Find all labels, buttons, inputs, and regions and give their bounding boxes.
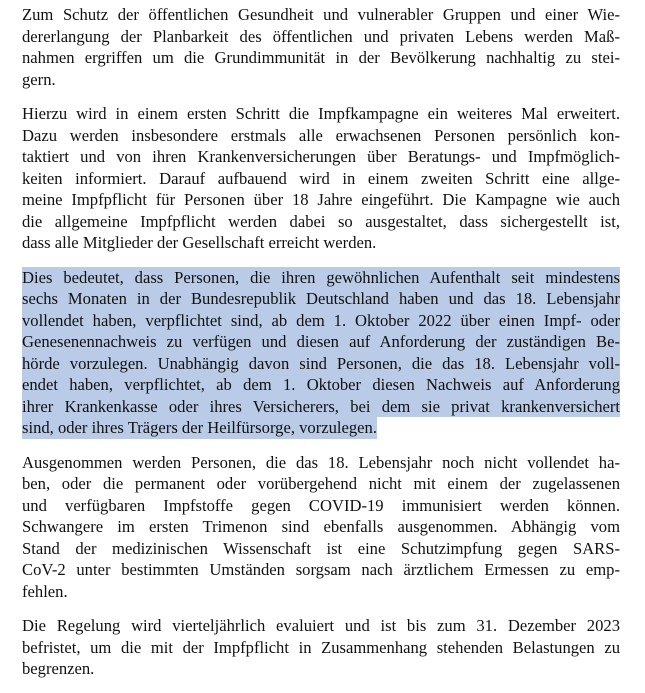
highlighted-text-line[interactable]: endet haben, verpflichtet, ab dem 1. Oktober diesen Nachweis auf Anforderung (22, 375, 620, 394)
highlighted-text-line[interactable]: Dies bedeutet, dass Personen, die ihren gewöhnlichen Aufenthalt seit mindestens (22, 267, 620, 287)
text-line: gern. (22, 69, 56, 89)
paragraph-campaign (22, 103, 620, 254)
highlighted-text-line[interactable]: sechs Monaten in der Bundesrepublik Deutschland haben und das 18. Lebensjahr (22, 289, 620, 308)
text-line: nahmen ergriffen um die Grundimmunität in der Bevölkerung nachhaltig zu stei- (22, 48, 620, 67)
text-line: keiten informiert. Darauf aufbauend wird in einem zweiten Schritt eine allge- (22, 168, 620, 188)
text-line: dass alle Mitglieder der Gesellschaft erreicht werden. (22, 233, 377, 252)
text-line: Zum Schutz der öffentlichen Gesundheit und vulnerabler Gruppen und einer Wie- (22, 5, 620, 24)
text-line: befristet, um die mit der Impfpflicht in Zusammenhang stehenden Belastungen zu (22, 637, 620, 657)
text-line: Schwangere im ersten Trimenon sind ebenfalls ausgenommen. Abhängig vom (22, 517, 620, 536)
text-line: CoV-2 unter bestimmten Umständen sorgsam nach ärztlichem Ermessen zu emp- (22, 560, 620, 579)
paragraph-intro (22, 4, 620, 90)
text-line: Ausgenommen werden Personen, die das 18. Lebensjahr noch nicht vollendet ha- (22, 452, 620, 472)
highlighted-text-line[interactable]: Genesenennachweis zu verfügen und diesen auf Anforderung der zuständigen Be- (22, 332, 620, 351)
highlighted-text-line[interactable]: vollendet haben, verpflichtet sind, ab dem 1. Oktober 2022 über einen Impf- oder (22, 310, 620, 330)
text-line: taktiert und von ihren Krankenversicherungen über Beratungs- und Impfmöglich- (22, 147, 620, 166)
highlighted-text-line[interactable]: hörde vorzulegen. Unabhängig davon sind Personen, die das 18. Lebensjahr voll- (22, 353, 620, 373)
text-line: fehlen. (22, 581, 68, 601)
text-line: dererlangung der Planbarkeit des öffentlichen und privaten Lebens werden Maß- (22, 26, 620, 46)
highlighted-text-line[interactable]: sind, oder ihres Trägers der Heilfürsorge, vorzulegen. (22, 418, 377, 437)
paragraph-highlighted-obligation[interactable] (22, 267, 620, 439)
text-line: Hierzu wird in einem ersten Schritt die Impfkampagne ein weiteres Mal erweitert. (22, 104, 620, 123)
text-line: begrenzen. (22, 659, 95, 678)
text-line: Dazu werden insbesondere erstmals alle erwachsenen Personen persönlich kon- (22, 125, 620, 145)
paragraph-exceptions (22, 452, 620, 603)
highlighted-text-line[interactable]: ihrer Krankenkasse oder ihres Versicherers, bei dem sie privat krankenversichert (22, 396, 620, 416)
text-line: und verfügbaren Impfstoffe gegen COVID-19 immunisiert werden können. (22, 495, 620, 515)
text-line: Stand der medizinischen Wissenschaft ist eine Schutzimpfung gegen SARS- (22, 538, 620, 558)
text-line: Die Regelung wird vierteljährlich evaluiert und ist bis zum 31. Dezember 2023 (22, 616, 620, 635)
text-line: die allgemeine Impfpflicht werden dabei so ausgestaltet, dass sichergestellt ist, (22, 211, 620, 231)
text-line: meine Impfpflicht für Personen über 18 Jahre eingeführt. Die Kampagne wie auch (22, 190, 620, 209)
text-line: ben, oder die permanent oder vorübergehend nicht mit einem der zugelassenen (22, 474, 620, 493)
paragraph-evaluation (22, 615, 620, 680)
document-body (22, 4, 620, 693)
